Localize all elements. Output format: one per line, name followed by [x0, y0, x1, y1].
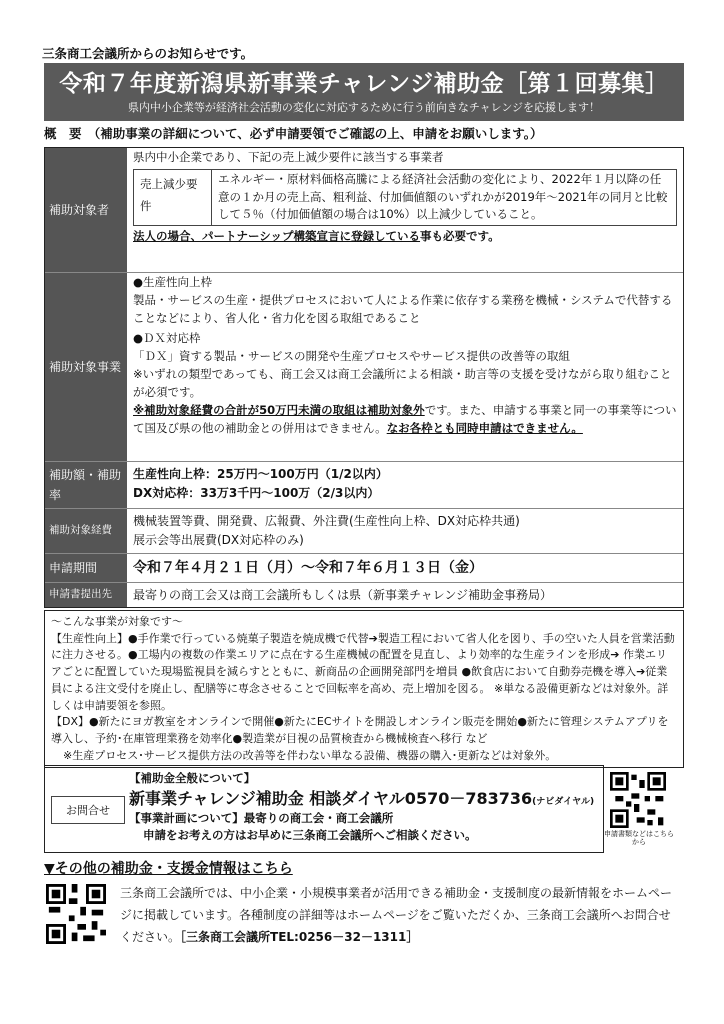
exclusion-bold: ※補助対象経費の合計が50万円未満の取組は補助対象外 [133, 402, 425, 417]
dx-title: ●ＤＸ対応枠 [133, 331, 201, 346]
other-tel[interactable]: ［三条商工会議所TEL:0256－32－1311］ [180, 930, 419, 945]
examples-heading: ～こんな事業が対象です～ [51, 615, 183, 628]
header-note: 三条商工会議所からのお知らせです。 [42, 46, 254, 61]
title-banner [44, 63, 684, 121]
productivity-title: ●生産性向上枠 [133, 275, 213, 289]
target-row [45, 148, 683, 272]
project-row [45, 272, 683, 461]
target-line: 県内中小企業であり、下記の売上減少要件に該当する事業者 [133, 150, 444, 164]
sales-decline-text: エネルギー・原材料価格高騰による経済社会活動の変化により、2022年１月以降の任意の１か月の売上高、粗利益、付加価値額のいずれかが2019年～2021年の同月と比較して５％（付加価値額の場合は10%）以上減少していること。 [218, 171, 668, 222]
amount-row [45, 461, 683, 508]
expense-line1: 機械装置等費、開発費、広報費、外注費(生産性向上枠、DX対応枠共通) [133, 514, 520, 528]
amount-dx: DX対応枠：33万3千円～100万（2/3以内） [133, 485, 380, 500]
contact-label: お問合せ [51, 796, 125, 824]
support-note: ※いずれの類型であっても、商工会又は商工会議所による相談・助言等の支援を受けながら取り組むことが必須です。 [133, 367, 672, 399]
sales-decline-box [133, 169, 677, 226]
expense-row [45, 508, 683, 553]
simultaneous-note: なお各枠とも同時申請はできません。 [386, 420, 583, 435]
project-label: 補助対象事業 [45, 273, 127, 461]
amount-productivity: 生産性向上枠：25万円～100万円（1/2以内） [133, 467, 388, 481]
expense-line2: 展示会等出展費(DX対応枠のみ) [133, 532, 304, 547]
plan-heading: 【事業計画について】最寄りの商工会・商工会議所 [129, 810, 394, 825]
expense-label: 補助対象経費 [45, 509, 127, 553]
general-heading: 【補助金全般について】 [129, 771, 256, 785]
examples-productivity: 【生産性向上】●手作業で行っている焼菓子製造を焼成機で代替➔製造工程において省人化を図り、手の空いた人員を営業活動に注力させる。●工場内の複数の作業エリアに点在する生産機械の配置を見直し、より効率的な生産ラインを形成➔ 作業エリアごとに配置していた現場監視員を減らすとともに、新商品の企画開発部門を増員 ●飲食店において自動券売機を導入➔従業員による注文受付を廃止し、配膳等に専念させることで回転率を高め、売上増加を図る。 ※単なる設備更新などは対象外。詳しくは申請要領を参照。 [51, 631, 675, 712]
dx-text: 「ＤＸ」資する製品・サービスの開発や生産プロセスやサービス提供の改善等の取組 [133, 349, 570, 364]
dial-line [129, 787, 594, 810]
qr-caption: 申請書類などはこちらから [604, 830, 674, 847]
page-subtitle: 県内中小企業等が経済社会活動の変化に対応するために行う前向きなチャレンジを応援します！ [127, 101, 601, 114]
target-note-underlined: 法人の場合、パートナーシップ構築宣言に登録している [133, 229, 421, 244]
target-note-rest: 事も必要です。 [420, 229, 500, 244]
dial-note: (ナビダイヤル) [532, 796, 595, 807]
examples-box [44, 610, 684, 768]
target-label: 補助対象者 [45, 148, 127, 272]
overview-heading: 概 要 （補助事業の詳細について、必ず申請要領でご確認の上、申請をお願いします。） [44, 126, 543, 141]
examples-dx: 【DX】●新たにヨガ教室をオンラインで開催●新たにECサイトを開設しオンライン販売を開始●新たに管理システムアプリを導入し、予約･在庫管理業務を効率化●製造業が目視の品質検査から機械検査へ移行 など [51, 715, 669, 746]
submit-row [45, 582, 683, 607]
productivity-text: 製品・サービスの生産・提供プロセスにおいて人による作業に依存する業務を機械・システムで代替することなどにより、省人化・省力化を図る取組であること [133, 292, 673, 325]
other-text [120, 882, 682, 949]
examples-note: ※生産プロセス･サービス提供方法の改善等を伴わない単なる設備、機器の購入･更新などは対象外。 [63, 748, 557, 762]
period-label: 申請期間 [45, 554, 127, 582]
other-title[interactable]: ▼その他の補助金・支援金情報はこちら [44, 861, 293, 877]
target-note [133, 228, 677, 246]
website-qr-code-icon[interactable] [46, 884, 106, 944]
exclusion-rest: です。また、申請する事業と同一の事業等について国及び県の他の補助金との併用はできません。 [133, 402, 677, 435]
period-value: 令和７年４月２１日（月）～令和７年６月１３日（金） [133, 560, 483, 576]
summary-table [44, 147, 684, 608]
exclusion-note [133, 402, 677, 438]
page-title: 令和７年度新潟県新事業チャレンジ補助金［第１回募集］ [59, 71, 669, 97]
other-body: 三条商工会議所では、中小企業・小規模事業者が活用できる補助金・支援制度の最新情報をホームページに掲載しています。各種制度の詳細等はホームページをご覧いただくか、三条商工会議所へお問合せください。 [120, 886, 673, 945]
contact-box [44, 765, 604, 853]
qr-code-icon[interactable] [610, 772, 666, 828]
sales-decline-label: 売上減少要件 [134, 170, 212, 225]
submit-value: 最寄りの商工会又は商工会議所もしくは県（新事業チャレンジ補助金事務局） [133, 588, 553, 602]
dial-number[interactable]: 新事業チャレンジ補助金 相談ダイヤル0570－783736 [129, 788, 533, 808]
amount-label: 補助額・補助率 [45, 462, 127, 508]
plan-note: 申請をお考えの方はお早めに三条商工会議所へご相談ください。 [143, 827, 477, 842]
period-row [45, 553, 683, 582]
submit-label: 申請書提出先 [45, 583, 127, 607]
